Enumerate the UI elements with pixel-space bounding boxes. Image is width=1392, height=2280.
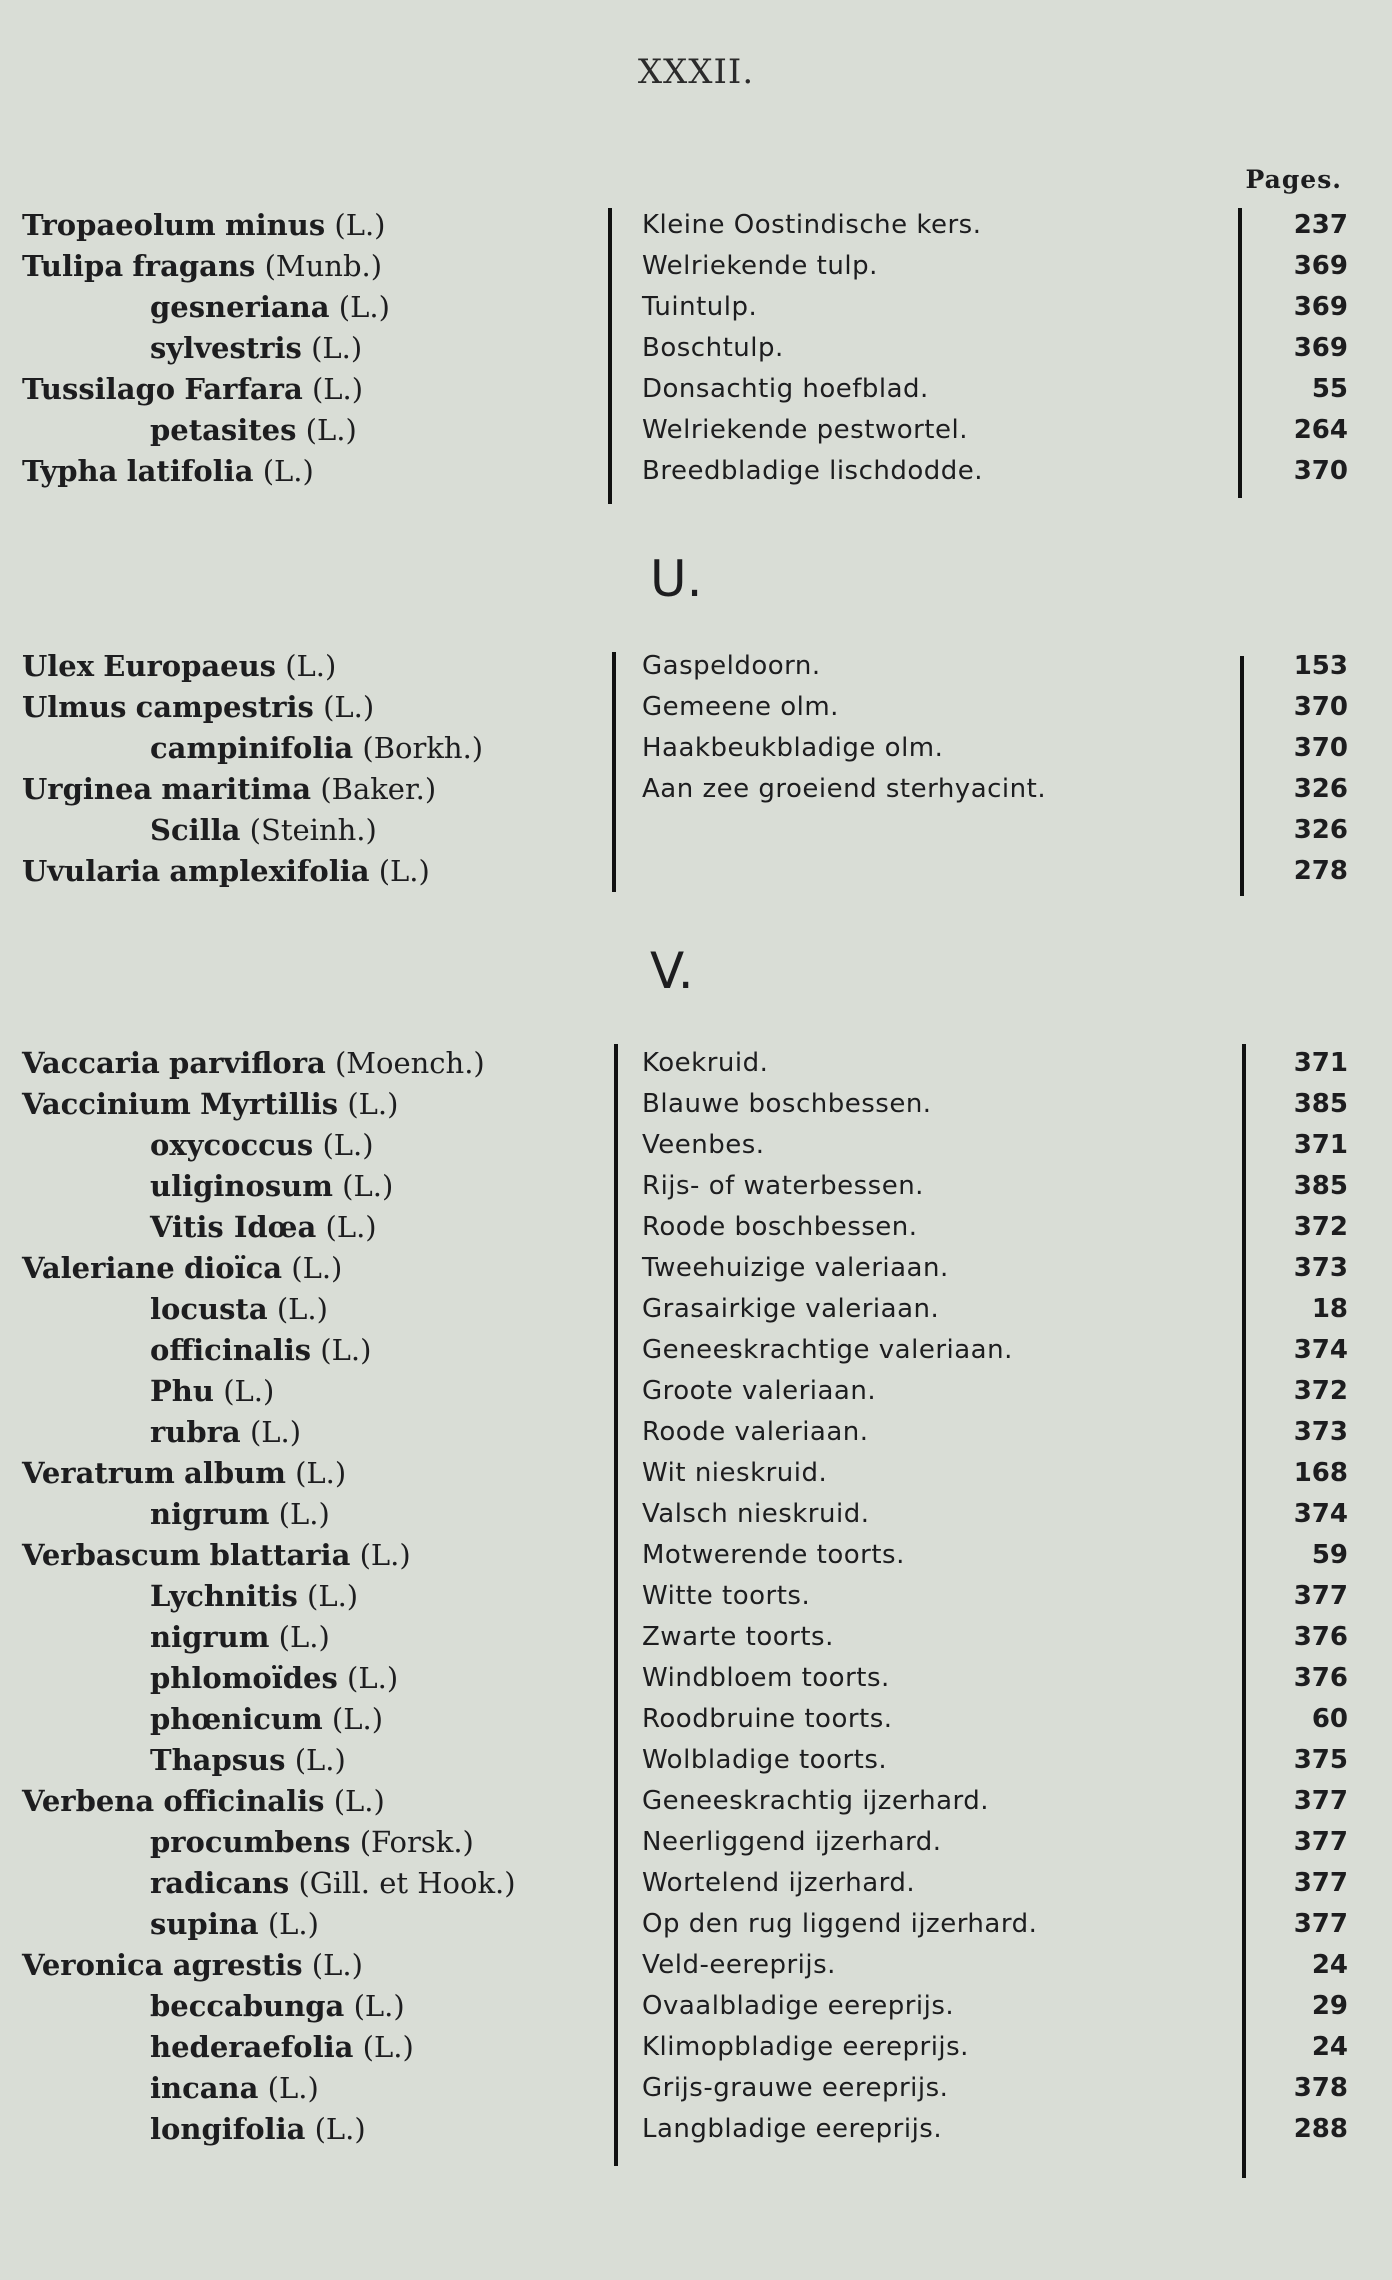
index-entry [0,1288,1392,1329]
index-entry [0,1944,1392,1985]
genus-name: Tropaeolum [22,208,216,242]
index-entry [0,727,1392,768]
dutch-name: Rijs- of waterbessen. [642,1171,924,1201]
latin-name [22,649,336,683]
dutch-name: Wortelend ijzerhard. [642,1868,916,1898]
dutch-name: Gemeene olm. [642,692,839,722]
latin-name [22,1046,485,1080]
page-reference: 377 [1293,1581,1348,1611]
dutch-name: Koekruid. [642,1048,769,1078]
page-reference: 369 [1293,292,1348,322]
index-entry [0,286,1392,327]
latin-name [22,249,382,283]
species-name: album [184,1456,286,1490]
species-name: officinalis [150,1333,312,1367]
index-entry [0,1042,1392,1083]
page-reference: 376 [1293,1663,1348,1693]
latin-name [22,1538,411,1572]
latin-name [150,290,390,324]
species-name: campinifolia [150,731,354,765]
page-reference: 370 [1293,456,1348,486]
dutch-name: Kleine Oostindische kers. [642,210,982,240]
species-name: campestris [135,690,314,724]
divider-line [1242,1044,1246,2178]
page-reference: 18 [1311,1294,1348,1324]
index-entry [0,1247,1392,1288]
index-entry [0,1493,1392,1534]
latin-name [150,1825,474,1859]
species-name: oxycoccus [150,1128,314,1162]
page-reference: 369 [1293,333,1348,363]
species-name: agrestis [172,1948,303,1982]
author-abbrev: (L.) [333,1784,385,1818]
dutch-name: Windbloem toorts. [642,1663,890,1693]
dutch-name: Veenbes. [642,1130,765,1160]
latin-name [22,690,374,724]
dutch-name: Wit nieskruid. [642,1458,828,1488]
page-reference: 371 [1293,1048,1348,1078]
index-entry [0,2067,1392,2108]
genus-name: Veronica [22,1948,164,1982]
page-reference: 326 [1293,815,1348,845]
author-abbrev: (L.) [322,1128,374,1162]
index-entry [0,645,1392,686]
dutch-name: Blauwe boschbessen. [642,1089,932,1119]
author-abbrev: (L.) [295,1456,347,1490]
dutch-name: Welriekende tulp. [642,251,878,281]
page-reference: 371 [1293,1130,1348,1160]
page-reference: 288 [1293,2114,1348,2144]
author-abbrev: (L.) [342,1169,394,1203]
author-abbrev: (L.) [307,1579,359,1613]
section-letter-u: U. [650,550,703,608]
dutch-name: Gaspeldoorn. [642,651,821,681]
section-letter-v: V. [650,942,694,1000]
divider-line [612,652,616,892]
genus-name: Veratrum [22,1456,175,1490]
latin-name [150,1702,383,1736]
dutch-name: Valsch nieskruid. [642,1499,870,1529]
species-name: officinalis [163,1784,325,1818]
dutch-name: Haakbeukbladige olm. [642,733,944,763]
page-reference: 378 [1293,2073,1348,2103]
author-abbrev: (Forsk.) [359,1825,474,1859]
page-reference: 370 [1293,692,1348,722]
author-abbrev: (L.) [223,1374,275,1408]
genus-name: Uvularia [22,854,161,888]
divider-line [614,1044,618,2166]
index-entry [0,1821,1392,1862]
author-abbrev: (L.) [359,1538,411,1572]
latin-name [22,1087,398,1121]
dutch-name: Geneeskrachtige valeriaan. [642,1335,1013,1365]
species-name: nigrum [150,1497,270,1531]
latin-name [150,1866,516,1900]
divider-line [1240,656,1244,896]
species-name: Europaeus [103,649,277,683]
author-abbrev: (L.) [278,1620,330,1654]
dutch-name: Tuintulp. [642,292,758,322]
divider-line [1238,208,1242,498]
genus-name: Urginea [22,772,153,806]
page-reference: 29 [1311,1991,1348,2021]
index-entry [0,1083,1392,1124]
species-name: latifolia [126,454,254,488]
species-name: Scilla [150,813,241,847]
dutch-name: Op den rug liggend ijzerhard. [642,1909,1038,1939]
index-entry [0,1780,1392,1821]
page-reference: 375 [1293,1745,1348,1775]
latin-name [150,1579,358,1613]
index-entry [0,1575,1392,1616]
latin-name [150,731,483,765]
author-abbrev: (L.) [353,1989,405,2023]
species-name: incana [150,2071,259,2105]
species-name: parviflora [169,1046,326,1080]
latin-name [150,2112,366,2146]
page-reference: 374 [1293,1335,1348,1365]
latin-name [22,1251,342,1285]
dutch-name: Klimopbladige eereprijs. [642,2032,969,2062]
index-entry [0,1534,1392,1575]
index-entry [0,409,1392,450]
author-abbrev: (L.) [334,208,386,242]
author-abbrev: (L.) [320,1333,372,1367]
section-t [0,204,1392,491]
author-abbrev: (L.) [323,690,375,724]
author-abbrev: (L.) [314,2112,366,2146]
page-reference: 372 [1293,1212,1348,1242]
latin-name [150,1210,377,1244]
genus-name: Valeriane [22,1251,175,1285]
latin-name [150,1169,393,1203]
page-reference: 278 [1293,856,1348,886]
page-reference: 264 [1293,415,1348,445]
page-reference: 370 [1293,733,1348,763]
index-entry [0,1657,1392,1698]
dutch-name: Grijs-grauwe eereprijs. [642,2073,949,2103]
author-abbrev: (Baker.) [320,772,437,806]
dutch-name: Boschtulp. [642,333,784,363]
author-abbrev: (L.) [347,1661,399,1695]
index-entry [0,245,1392,286]
section-v [0,1042,1392,2149]
index-entry [0,450,1392,491]
species-name: sylvestris [150,331,302,365]
author-abbrev: (L.) [325,1210,377,1244]
latin-name [150,1743,346,1777]
author-abbrev: (L.) [311,1948,363,1982]
page-reference: 326 [1293,774,1348,804]
index-entry [0,768,1392,809]
species-name: Lychnitis [150,1579,298,1613]
dutch-name: Breedbladige lischdodde. [642,456,984,486]
latin-name [22,1456,346,1490]
latin-name [22,208,386,242]
dutch-name: Groote valeriaan. [642,1376,877,1406]
page-reference: 377 [1293,1786,1348,1816]
page-reference: 369 [1293,251,1348,281]
genus-name: Vaccinium [22,1087,191,1121]
page-reference: 385 [1293,1171,1348,1201]
author-abbrev: (L.) [311,372,364,406]
index-entry [0,1124,1392,1165]
page-reference: 385 [1293,1089,1348,1119]
species-name: uliginosum [150,1169,333,1203]
latin-name [150,813,377,847]
latin-name [150,1497,330,1531]
index-entry [0,1165,1392,1206]
latin-name [150,1620,330,1654]
species-name: phlomoïdes [150,1661,338,1695]
latin-name [22,372,363,406]
page-number: XXXII. [637,52,755,92]
page-reference: 153 [1293,651,1348,681]
species-name: Thapsus [150,1743,286,1777]
page-reference: 373 [1293,1253,1348,1283]
latin-name [150,1292,328,1326]
latin-name [150,1374,274,1408]
dutch-name: Ovaalbladige eereprijs. [642,1991,955,2021]
index-entry [0,1739,1392,1780]
species-name: Farfara [184,372,303,406]
index-entry [0,2026,1392,2067]
latin-name [150,331,362,365]
dutch-name: Roode boschbessen. [642,1212,918,1242]
author-abbrev: (L.) [347,1087,399,1121]
dutch-name: Zwarte toorts. [642,1622,834,1652]
page-reference: 24 [1311,2032,1348,2062]
dutch-name: Geneeskrachtig ijzerhard. [642,1786,990,1816]
species-name: locusta [150,1292,268,1326]
author-abbrev: (L.) [267,2071,319,2105]
index-entry [0,1903,1392,1944]
author-abbrev: (L.) [331,1702,384,1736]
latin-name [150,1907,319,1941]
dutch-name: Witte toorts. [642,1581,811,1611]
author-abbrev: (L.) [311,331,363,365]
species-name: supina [150,1907,259,1941]
index-entry [0,1862,1392,1903]
latin-name [22,454,314,488]
species-name: phœnicum [150,1702,323,1736]
latin-name [150,2030,414,2064]
species-name: gesneriana [150,290,330,324]
index-entry [0,1411,1392,1452]
index-entry [0,1616,1392,1657]
page-reference: 374 [1293,1499,1348,1529]
author-abbrev: (L.) [249,1415,302,1449]
species-name: minus [224,208,326,242]
dutch-name: Grasairkige valeriaan. [642,1294,940,1324]
author-abbrev: (Gill. et Hook.) [298,1866,516,1900]
dutch-name: Veld-eereprijs. [642,1950,836,1980]
author-abbrev: (L.) [294,1743,346,1777]
latin-name [150,2071,319,2105]
latin-name [22,1948,363,1982]
species-name: nigrum [150,1620,270,1654]
species-name: amplexifolia [169,854,370,888]
species-name: fragans [132,249,256,283]
genus-name: Typha [22,454,118,488]
dutch-name: Tweehuizige valeriaan. [642,1253,949,1283]
index-entry [0,1206,1392,1247]
pages-column-header: Pages. [1245,165,1342,194]
species-name: Myrtillis [200,1087,339,1121]
dutch-name: Donsachtig hoefblad. [642,374,929,404]
latin-name [150,1661,398,1695]
index-entry [0,2108,1392,2149]
author-abbrev: (L.) [338,290,390,324]
index-entry [0,809,1392,850]
divider-line [608,208,612,504]
species-name: longifolia [150,2112,306,2146]
genus-name: Verbena [22,1784,155,1818]
species-name: Phu [150,1374,214,1408]
page-reference: 372 [1293,1376,1348,1406]
genus-name: Ulmus [22,690,127,724]
genus-name: Tulipa [22,249,124,283]
index-entry [0,1698,1392,1739]
dutch-name: Neerliggend ijzerhard. [642,1827,942,1857]
index-entry [0,1985,1392,2026]
author-abbrev: (L.) [291,1251,343,1285]
latin-name [150,1989,405,2023]
dutch-name: Wolbladige toorts. [642,1745,888,1775]
dutch-name: Welriekende pestwortel. [642,415,968,445]
index-entry [0,327,1392,368]
author-abbrev: (L.) [278,1497,330,1531]
latin-name [22,772,436,806]
species-name: radicans [150,1866,290,1900]
author-abbrev: (L.) [285,649,337,683]
page-reference: 237 [1293,210,1348,240]
page-reference: 55 [1311,374,1348,404]
latin-name [150,1128,374,1162]
author-abbrev: (L.) [378,854,430,888]
index-entry [0,204,1392,245]
page-reference: 60 [1311,1704,1348,1734]
page-reference: 377 [1293,1868,1348,1898]
index-entry [0,850,1392,891]
species-name: Vitis Idœa [150,1210,317,1244]
author-abbrev: (L.) [362,2030,414,2064]
index-entry [0,686,1392,727]
species-name: maritima [161,772,312,806]
genus-name: Verbascum [22,1538,201,1572]
dutch-name: Motwerende toorts. [642,1540,905,1570]
index-entry [0,368,1392,409]
genus-name: Vaccaria [22,1046,160,1080]
page-reference: 377 [1293,1909,1348,1939]
species-name: rubra [150,1415,241,1449]
author-abbrev: (Moench.) [334,1046,485,1080]
latin-name [22,1784,385,1818]
index-entry [0,1452,1392,1493]
page-reference: 377 [1293,1827,1348,1857]
genus-name: Ulex [22,649,95,683]
author-abbrev: (Borkh.) [362,731,484,765]
species-name: dioïca [183,1251,283,1285]
index-entry [0,1329,1392,1370]
page-reference: 24 [1311,1950,1348,1980]
index-entry [0,1370,1392,1411]
dutch-name: Langbladige eereprijs. [642,2114,943,2144]
dutch-name: Aan zee groeiend sterhyacint. [642,774,1047,804]
dutch-name: Roodbruine toorts. [642,1704,893,1734]
author-abbrev: (L.) [267,1907,319,1941]
species-name: petasites [150,413,297,447]
section-u [0,645,1392,891]
page-reference: 168 [1293,1458,1348,1488]
author-abbrev: (L.) [276,1292,328,1326]
species-name: beccabunga [150,1989,345,2023]
author-abbrev: (Steinh.) [249,813,377,847]
author-abbrev: (Munb.) [264,249,383,283]
species-name: blattaria [209,1538,351,1572]
latin-name [150,1333,371,1367]
species-name: hederaefolia [150,2030,354,2064]
author-abbrev: (L.) [262,454,314,488]
latin-name [150,1415,301,1449]
author-abbrev: (L.) [305,413,357,447]
page-reference: 373 [1293,1417,1348,1447]
latin-name [22,854,430,888]
dutch-name: Roode valeriaan. [642,1417,869,1447]
page-reference: 376 [1293,1622,1348,1652]
species-name: procumbens [150,1825,351,1859]
page-reference: 59 [1311,1540,1348,1570]
genus-name: Tussilago [22,372,176,406]
latin-name [150,413,357,447]
